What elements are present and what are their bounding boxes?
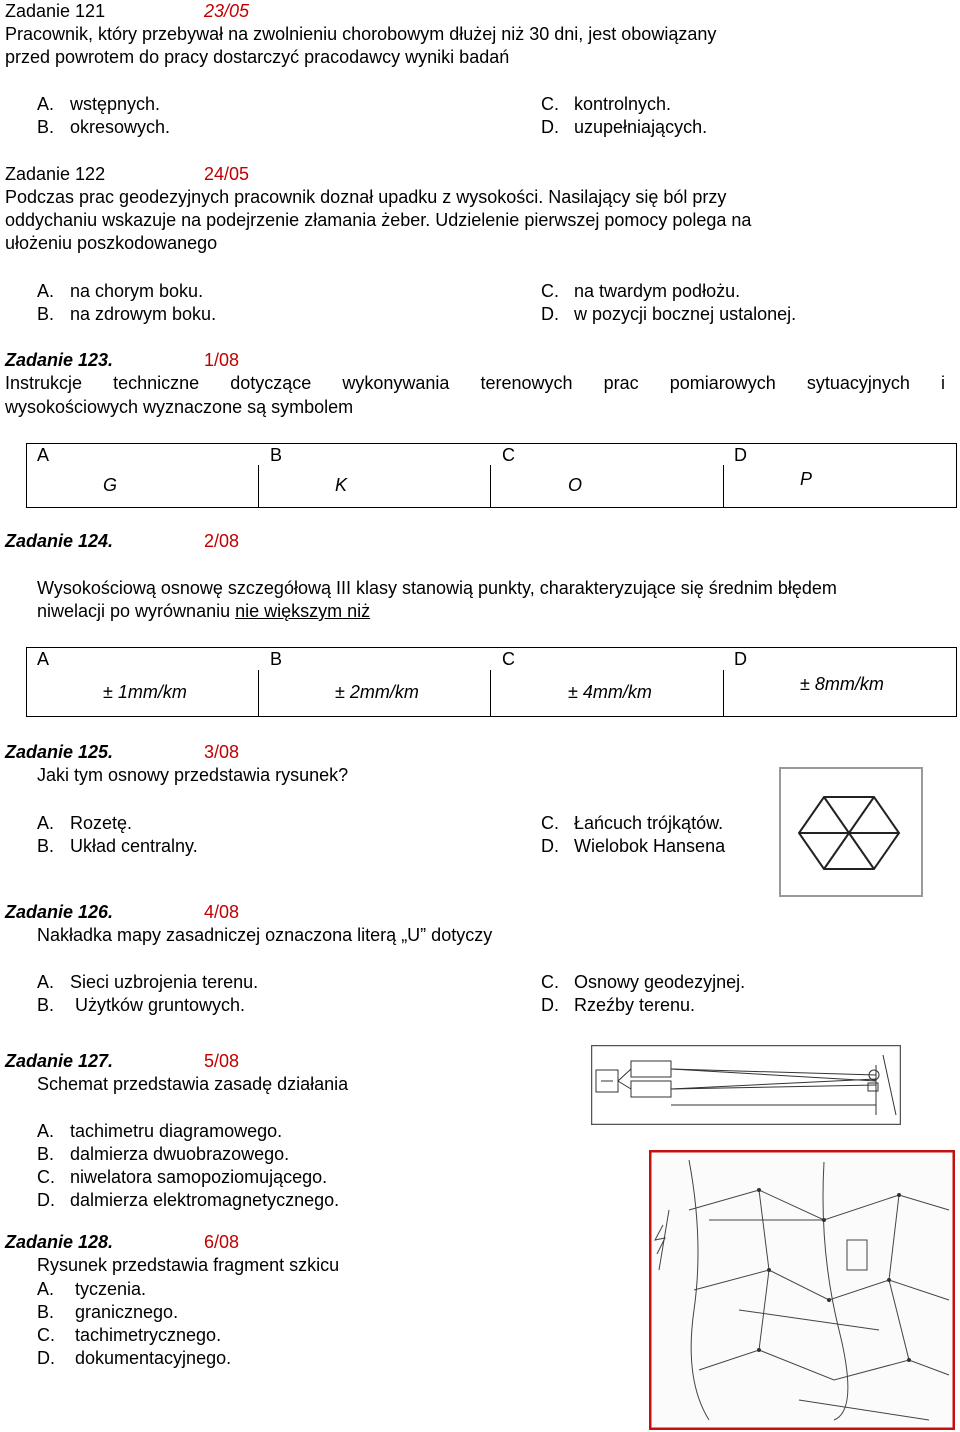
option-text: granicznego.: [75, 1302, 179, 1322]
q124-text-line1: Wysokościową osnowę szczegółową III klasy stanowią punkty, charakteryzujące się średnim błędem: [37, 578, 837, 598]
q124-text-line2-start: niwelacji po wyrównaniu: [37, 601, 236, 621]
option-text: na chorym boku.: [70, 281, 204, 301]
q128-option-c[interactable]: [37, 1324, 221, 1347]
q121-text-line1: Pracownik, który przebywał na zwolnieniu chorobowym dłużej niż 30 dni, jest obowiązany: [5, 24, 717, 44]
q124-header-c: C: [502, 649, 515, 669]
q121-title: Zadanie 121: [5, 1, 106, 21]
q128-option-d[interactable]: [37, 1347, 231, 1370]
q121-text-line2: przed powrotem do pracy dostarczyć pracodawcy wyniki badań: [5, 47, 510, 67]
q127-option-b[interactable]: [37, 1143, 289, 1166]
q121-title-line: [5, 0, 105, 23]
q123-text-line1: Instrukcje techniczne dotyczące wykonywania terenowych prac pomiarowych sytuacyjnych i: [5, 373, 945, 393]
q127-text-line1: Schemat przedstawia zasadę działania: [37, 1074, 349, 1094]
q121-code: 23/05: [204, 1, 250, 21]
option-letter: D.: [37, 1348, 55, 1368]
q124-text-line2-underlined: nie większym niż: [235, 601, 371, 621]
option-text: Łańcuch trójkątów.: [574, 813, 724, 833]
option-text: tyczenia.: [75, 1279, 147, 1299]
q128-title: Zadanie 128.: [5, 1232, 114, 1252]
option-letter: B.: [37, 995, 55, 1015]
q122-code: 24/05: [204, 164, 250, 184]
q128-option-a[interactable]: [37, 1278, 146, 1301]
option-text: dalmierza dwuobrazowego.: [70, 1144, 290, 1164]
option-letter: A.: [37, 281, 55, 301]
q124-answer-b[interactable]: ± 2mm/km: [335, 682, 419, 702]
q121-option-c[interactable]: [541, 93, 671, 116]
q126-code: 4/08: [204, 902, 240, 922]
option-text: Układ centralny.: [70, 836, 198, 856]
q121-option-a[interactable]: [37, 93, 160, 116]
q124-answer-a[interactable]: ± 1mm/km: [103, 682, 187, 702]
option-letter: D.: [541, 836, 559, 856]
q123-header-c: C: [502, 445, 515, 465]
q122-option-c[interactable]: [541, 280, 740, 303]
option-text: tachimetrycznego.: [75, 1325, 222, 1345]
q125-option-b[interactable]: [37, 835, 198, 858]
option-text: tachimetru diagramowego.: [70, 1121, 283, 1141]
option-letter: C.: [541, 94, 559, 114]
hexagon-figure: [779, 767, 923, 897]
q122-text-line2: oddychaniu wskazuje na podejrzenie złamania żeber. Udzielenie pierwszej pomocy polega na: [5, 210, 752, 230]
option-letter: D.: [37, 1190, 55, 1210]
rangefinder-schematic-figure: [591, 1045, 901, 1125]
q127-title: Zadanie 127.: [5, 1051, 114, 1071]
option-letter: B.: [37, 1302, 55, 1322]
q128-text-line1: Rysunek przedstawia fragment szkicu: [37, 1255, 340, 1275]
q123-header-a: A: [37, 445, 50, 465]
q128-option-b[interactable]: [37, 1301, 178, 1324]
option-text: w pozycji bocznej ustalonej.: [574, 304, 797, 324]
option-letter: A.: [37, 813, 55, 833]
option-letter: B.: [37, 836, 55, 856]
option-text: na twardym podłożu.: [574, 281, 741, 301]
option-text: Osnowy geodezyjnej.: [574, 972, 746, 992]
q124-answer-c[interactable]: ± 4mm/km: [568, 682, 652, 702]
option-text: dokumentacyjnego.: [75, 1348, 232, 1368]
option-text: Wielobok Hansena: [574, 836, 726, 856]
option-letter: A.: [37, 1121, 55, 1141]
option-text: Użytków gruntowych.: [70, 995, 246, 1015]
option-text: Sieci uzbrojenia terenu.: [70, 972, 259, 992]
q121-option-b[interactable]: [37, 116, 170, 139]
q126-option-d[interactable]: [541, 994, 695, 1017]
q122-text-line1: Podczas prac geodezyjnych pracownik doznał upadku z wysokości. Nasilający się ból przy: [5, 187, 727, 207]
q124-header-b: B: [270, 649, 283, 669]
option-letter: A.: [37, 94, 55, 114]
option-letter: B.: [37, 304, 55, 324]
q123-answer-b[interactable]: K: [335, 475, 348, 495]
option-text: na zdrowym boku.: [70, 304, 217, 324]
q123-header-d: D: [734, 445, 747, 465]
option-text: okresowych.: [70, 117, 171, 137]
q127-option-d[interactable]: [37, 1189, 339, 1212]
q123-answer-a[interactable]: G: [103, 475, 118, 495]
option-text: wstępnych.: [70, 94, 161, 114]
q125-title: Zadanie 125.: [5, 742, 114, 762]
option-letter: B.: [37, 1144, 55, 1164]
option-letter: A.: [37, 972, 55, 992]
q121-option-d[interactable]: [541, 116, 707, 139]
option-text: Rzeźby terenu.: [574, 995, 696, 1015]
q123-text-line2: wysokościowych wyznaczone są symbolem: [5, 397, 354, 417]
q122-text-line3: ułożeniu poszkodowanego: [5, 233, 218, 253]
q126-option-a[interactable]: [37, 971, 258, 994]
q125-option-a[interactable]: [37, 812, 132, 835]
q122-option-d[interactable]: [541, 303, 796, 326]
q126-title: Zadanie 126.: [5, 902, 114, 922]
q124-code: 2/08: [204, 531, 240, 551]
q124-answer-d[interactable]: ± 8mm/km: [800, 674, 884, 694]
option-letter: C.: [37, 1167, 55, 1187]
q125-code: 3/08: [204, 742, 240, 762]
q125-option-c[interactable]: [541, 812, 723, 835]
q126-option-b[interactable]: [37, 994, 245, 1017]
option-letter: D.: [541, 304, 559, 324]
option-letter: D.: [541, 995, 559, 1015]
q125-text-line1: Jaki tym osnowy przedstawia rysunek?: [37, 765, 349, 785]
q122-option-b[interactable]: [37, 303, 216, 326]
q127-code: 5/08: [204, 1051, 240, 1071]
option-letter: C.: [37, 1325, 55, 1345]
q125-option-d[interactable]: [541, 835, 725, 858]
survey-sketch-figure: [649, 1150, 955, 1430]
option-letter: C.: [541, 281, 559, 301]
q128-code: 6/08: [204, 1232, 240, 1252]
option-letter: D.: [541, 117, 559, 137]
option-letter: B.: [37, 117, 55, 137]
q123-answer-c[interactable]: O: [568, 475, 583, 495]
q123-title: Zadanie 123.: [5, 350, 114, 370]
q124-header-a: A: [37, 649, 50, 669]
q122-title: Zadanie 122: [5, 164, 106, 184]
q122-option-a[interactable]: [37, 280, 203, 303]
q127-option-c[interactable]: [37, 1166, 327, 1189]
option-text: niwelatora samopoziomującego.: [70, 1167, 328, 1187]
option-text: uzupełniających.: [574, 117, 708, 137]
q123-header-b: B: [270, 445, 283, 465]
q126-text-line1: Nakładka mapy zasadniczej oznaczona literą „U” dotyczy: [37, 925, 493, 945]
option-text: kontrolnych.: [574, 94, 672, 114]
option-letter: A.: [37, 1279, 55, 1299]
option-text: dalmierza elektromagnetycznego.: [70, 1190, 340, 1210]
q127-option-a[interactable]: [37, 1120, 282, 1143]
q124-header-d: D: [734, 649, 747, 669]
q123-answer-d[interactable]: P: [800, 469, 813, 489]
q123-code: 1/08: [204, 350, 240, 370]
option-letter: C.: [541, 813, 559, 833]
q126-option-c[interactable]: [541, 971, 745, 994]
q124-title: Zadanie 124.: [5, 531, 114, 551]
option-letter: C.: [541, 972, 559, 992]
q124-text-line2: [37, 600, 370, 623]
option-text: Rozetę.: [70, 813, 133, 833]
